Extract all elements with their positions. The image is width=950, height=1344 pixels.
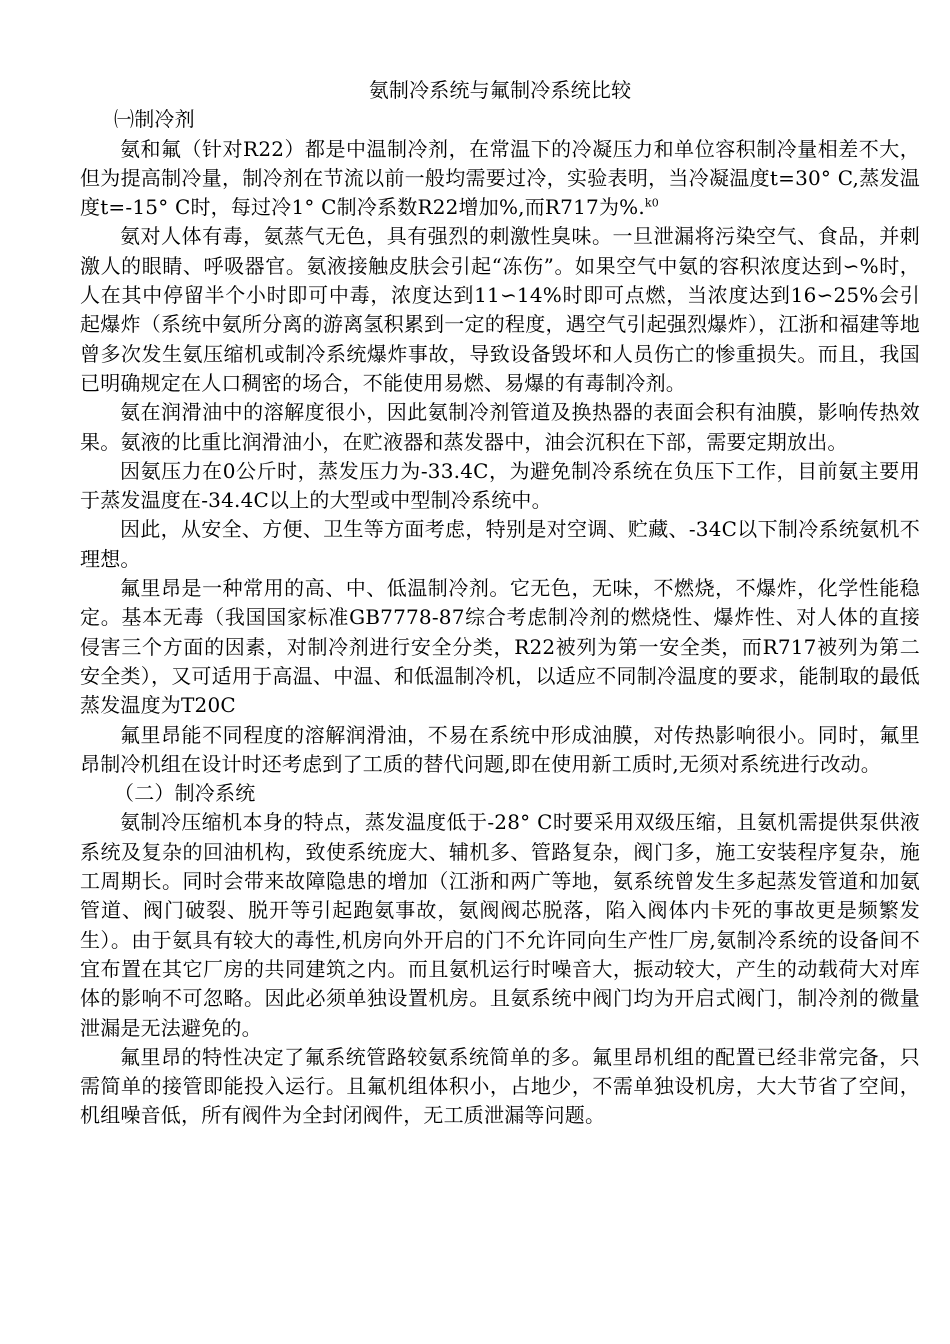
- paragraph: 氨制冷压缩机本身的特点，蒸发温度低于-28° C时要采用双级压缩，且氨机需提供泵供液系统及复杂的回油机构，致使系统庞大、辅机多、管路复杂，阀门多，施工安装程序复杂，施工周期长。同时会带来故障隐患的增加（江浙和两广等地，氨系统曾发生多起蒸发管道和加氨管道、阀门破裂、脱开等引起跑氨事故，氨阀阀芯脱落，陷入阀体内卡死的事故更是频繁发生）。由于氨具有较大的毒性,机房向外开启的门不允许同向生产性厂房,氨制冷系统的设备间不宜布置在其它厂房的共同建筑之内。而且氨机运行时噪音大，振动较大，产生的动载荷大对库体的影响不可忽略。因此必须单独设置机房。且氨系统中阀门均为开启式阀门，制冷剂的微量泄漏是无法避免的。: [80, 810, 920, 1040]
- paragraph: 因氨压力在0公斤时，蒸发压力为-33.4C，为避免制冷系统在负压下工作，目前氨主要用于蒸发温度在-34.4C以上的大型或中型制冷系统中。: [80, 458, 920, 513]
- paragraph: 因此，从安全、方便、卫生等方面考虑，特别是对空调、贮藏、-34C以下制冷系统氨机不理想。: [80, 517, 920, 571]
- paragraph: [80, 135, 920, 223]
- paragraph: 氟里昂能不同程度的溶解润滑油，不易在系统中形成油膜，对传热影响很小。同时，氟里昂制冷机组在设计时还考虑到了工质的替代问题,即在使用新工质时,无须对系统进行改动。: [80, 722, 920, 776]
- footnote-mark: k0: [644, 196, 659, 210]
- paragraph: 氟里昂是一种常用的高、中、低温制冷剂。它无色，无味，不燃烧，不爆炸，化学性能稳定。基本无毒（我国国家标准GB7778-87综合考虑制冷剂的燃烧性、爆炸性、对人体的直接侵害三个方面的因素，对制冷剂进行安全分类，R22被列为第一安全类，而R717被列为第二安全类），又可适用于高温、中温、和低温制冷机，以适应不同制冷温度的要求，能制取的最低蒸发温度为T20C: [80, 576, 920, 718]
- section-heading-refrigerant: ㈠制冷剂: [114, 107, 195, 132]
- document-title: 氨制冷系统与氟制冷系统比较: [368, 78, 632, 102]
- document-page: [80, 76, 920, 1131]
- paragraph: 氨对人体有毒，氨蒸气无色，具有强烈的刺激性臭味。一旦泄漏将污染空气、食品，并刺激人的眼睛、呼吸器官。氨液接触皮肤会引起“冻伤”。如果空气中氨的容积浓度达到∽%时，人在其中停留半个小时即可中毒，浓度达到11∽14%时即可点燃，当浓度达到16∽25%会引起爆炸（系统中氨所分离的游离氢积累到一定的程度，遇空气引起强烈爆炸），江浙和福建等地曾多次发生氨压缩机或制冷系统爆炸事故，导致设备毁坏和人员伤亡的惨重损失。而且，我国已明确规定在人口稠密的场合，不能使用易燃、易爆的有毒制冷剂。: [80, 224, 920, 395]
- paragraph: 氟里昂的特性决定了氟系统管路较氨系统简单的多。氟里昂机组的配置已经非常完备，只需简单的接管即能投入运行。且氟机组体积小，占地少，不需单独设机房，大大节省了空间，机组噪音低，所有阀件为全封闭阀件，无工质泄漏等问题。: [80, 1044, 920, 1128]
- paragraph-text: 氨和氟（针对R22）都是中温制冷剂，在常温下的冷凝压力和单位容积制冷量相差不大，但为提高制冷量，制冷剂在节流以前一般均需要过冷，实验表明，当冷凝温度t=30° C,蒸发温度t=-15° C时，每过冷1° C制冷系数R22增加%,而R717为%.: [80, 136, 920, 220]
- paragraph: 氨在润滑油中的溶解度很小，因此氨制冷剂管道及换热器的表面会积有油膜，影响传热效果。氨液的比重比润滑油小，在贮液器和蒸发器中，油会沉积在下部，需要定期放出。: [80, 400, 920, 454]
- section-heading-refrigeration-system: （二）制冷系统: [114, 781, 256, 806]
